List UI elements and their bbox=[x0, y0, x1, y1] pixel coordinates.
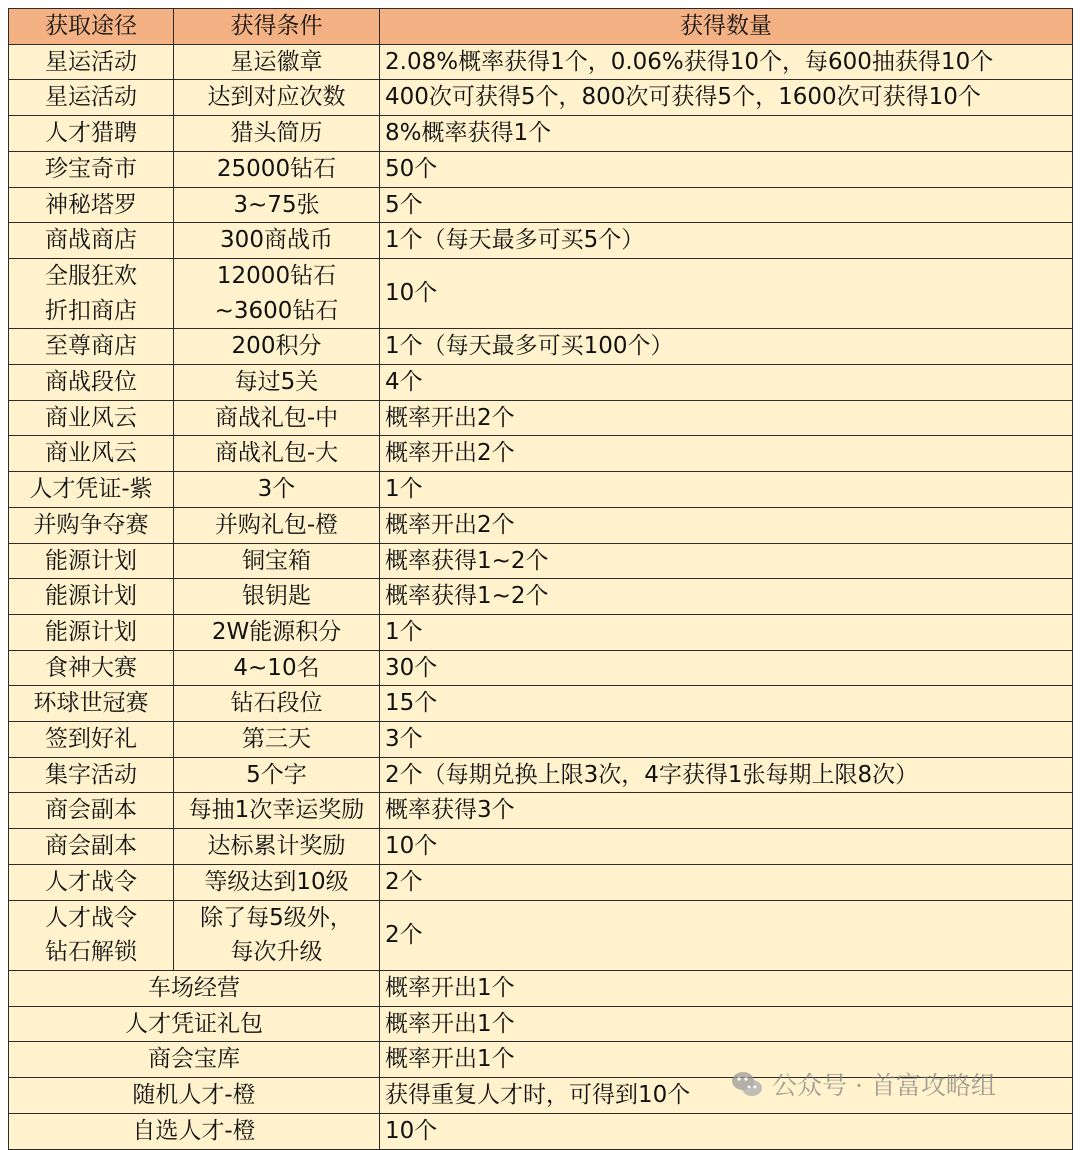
cell-source-text-line2: 折扣商店 bbox=[45, 297, 137, 324]
cell-amount-text: 15个 bbox=[385, 690, 438, 717]
cell-amount bbox=[380, 1006, 1073, 1042]
cell-source-text: 商会副本 bbox=[45, 833, 137, 860]
cell-condition bbox=[174, 223, 380, 259]
cell-source-text: 商业风云 bbox=[45, 404, 137, 431]
cell-condition bbox=[174, 151, 380, 187]
cell-condition-text: 300商战币 bbox=[220, 227, 333, 254]
cell-source-text: 能源计划 bbox=[45, 547, 137, 574]
cell-amount bbox=[380, 223, 1073, 259]
table-row-merged bbox=[9, 970, 1073, 1006]
cell-condition bbox=[174, 400, 380, 436]
watermark-text: 公众号 · 首富攻略组 bbox=[772, 1071, 996, 1100]
cell-condition-text: 除了每5级外， bbox=[200, 904, 353, 931]
cell-condition-text: 12000钻石 bbox=[216, 262, 337, 289]
cell-source-text: 能源计划 bbox=[45, 583, 137, 610]
table-row bbox=[9, 329, 1073, 365]
cell-condition-text: 商战礼包-中 bbox=[214, 404, 339, 431]
cell-amount bbox=[380, 116, 1073, 152]
cell-source bbox=[9, 223, 174, 259]
cell-source bbox=[9, 1042, 380, 1078]
cell-condition bbox=[174, 507, 380, 543]
cell-source bbox=[9, 472, 174, 508]
cell-amount-text: 概率开出1个 bbox=[385, 974, 515, 1001]
cell-condition-text: 5个字 bbox=[246, 761, 307, 788]
cell-condition-text: 星运徽章 bbox=[230, 48, 323, 75]
cell-condition bbox=[174, 864, 380, 900]
table-row bbox=[9, 722, 1073, 758]
table-row bbox=[9, 757, 1073, 793]
cell-source-text: 环球世冠赛 bbox=[33, 690, 149, 717]
cell-condition bbox=[174, 116, 380, 152]
cell-condition-text: 3个 bbox=[257, 476, 296, 503]
cell-source-text-line2: 钻石解锁 bbox=[45, 939, 137, 966]
table-row bbox=[9, 400, 1073, 436]
cell-condition-text: 并购礼包-橙 bbox=[214, 511, 339, 538]
cell-source bbox=[9, 543, 174, 579]
cell-amount-text: 3个 bbox=[385, 726, 423, 753]
cell-amount-text: 1个（每天最多可买100个） bbox=[385, 333, 674, 360]
cell-amount-text: 2.08%概率获得1个，0.06%获得10个，每600抽获得10个 bbox=[385, 48, 994, 75]
cell-source-text: 人才战令 bbox=[45, 868, 137, 895]
cell-condition bbox=[174, 187, 380, 223]
cell-condition-text: 4~10名 bbox=[233, 654, 320, 681]
table-row-merged bbox=[9, 1113, 1073, 1149]
cell-source-text: 星运活动 bbox=[45, 48, 137, 75]
header-source: 获取途径 bbox=[9, 9, 174, 45]
cell-amount-text: 1个（每天最多可买5个） bbox=[385, 227, 645, 254]
cell-source-text: 签到好礼 bbox=[45, 726, 137, 753]
cell-amount bbox=[380, 793, 1073, 829]
cell-amount-text: 10个 bbox=[385, 833, 438, 860]
cell-source-text: 至尊商店 bbox=[45, 333, 137, 360]
cell-source-text: 珍宝奇市 bbox=[45, 155, 137, 182]
cell-amount-text: 8%概率获得1个 bbox=[385, 120, 552, 147]
cell-amount bbox=[380, 722, 1073, 758]
cell-amount-text: 50个 bbox=[385, 155, 438, 182]
cell-source-text: 食神大赛 bbox=[45, 654, 137, 681]
cell-condition bbox=[174, 829, 380, 865]
cell-source bbox=[9, 900, 174, 970]
cell-source-text: 能源计划 bbox=[45, 618, 137, 645]
cell-amount bbox=[380, 329, 1073, 365]
header-condition: 获得条件 bbox=[174, 9, 380, 45]
cell-amount bbox=[380, 970, 1073, 1006]
cell-amount-text: 10个 bbox=[385, 1117, 438, 1144]
cell-condition bbox=[174, 579, 380, 615]
cell-source-text: 并购争夺赛 bbox=[33, 511, 149, 538]
table-row bbox=[9, 472, 1073, 508]
cell-source bbox=[9, 614, 174, 650]
cell-amount-text: 概率获得3个 bbox=[385, 797, 515, 824]
cell-amount-text: 2个 bbox=[385, 868, 423, 895]
cell-source bbox=[9, 365, 174, 401]
cell-amount-text: 概率开出2个 bbox=[385, 440, 515, 467]
cell-condition-text: 等级达到10级 bbox=[204, 868, 349, 895]
table-row bbox=[9, 650, 1073, 686]
cell-amount-text: 概率获得1~2个 bbox=[385, 547, 549, 574]
cell-condition-text: 达标累计奖励 bbox=[207, 833, 346, 860]
cell-amount bbox=[380, 650, 1073, 686]
cell-amount-text: 1个 bbox=[385, 618, 423, 645]
table-row bbox=[9, 151, 1073, 187]
cell-condition-text: 每过5关 bbox=[234, 369, 319, 396]
cell-amount-text: 2个 bbox=[385, 921, 423, 948]
cell-source bbox=[9, 793, 174, 829]
cell-amount bbox=[380, 258, 1073, 328]
cell-condition bbox=[174, 258, 380, 328]
cell-source-text: 人才猎聘 bbox=[45, 120, 137, 147]
cell-source-text: 星运活动 bbox=[45, 84, 137, 111]
cell-source bbox=[9, 864, 174, 900]
table-row bbox=[9, 793, 1073, 829]
cell-amount bbox=[380, 1113, 1073, 1149]
table-row bbox=[9, 507, 1073, 543]
cell-source-text: 人才战令 bbox=[45, 904, 137, 931]
cell-amount-text: 10个 bbox=[385, 280, 438, 307]
watermark bbox=[730, 1064, 996, 1104]
cell-source bbox=[9, 722, 174, 758]
cell-amount-text: 概率开出1个 bbox=[385, 1010, 515, 1037]
cell-source-text: 商战段位 bbox=[45, 369, 137, 396]
cell-source bbox=[9, 258, 174, 328]
cell-amount bbox=[380, 829, 1073, 865]
cell-source bbox=[9, 80, 174, 116]
cell-amount-text: 概率开出1个 bbox=[385, 1046, 515, 1073]
cell-amount-text: 400次可获得5个，800次可获得5个，1600次可获得10个 bbox=[385, 84, 981, 111]
cell-source-text: 商战商店 bbox=[45, 227, 137, 254]
cell-condition-text: 25000钻石 bbox=[216, 155, 337, 182]
table-row bbox=[9, 436, 1073, 472]
cell-condition bbox=[174, 686, 380, 722]
cell-condition-text: 铜宝箱 bbox=[242, 547, 311, 574]
cell-source bbox=[9, 1078, 380, 1114]
table-row bbox=[9, 864, 1073, 900]
table-row bbox=[9, 686, 1073, 722]
cell-amount bbox=[380, 757, 1073, 793]
table-row bbox=[9, 258, 1073, 328]
cell-amount-text: 2个（每期兑换上限3次，4字获得1张每期上限8次） bbox=[385, 761, 919, 788]
table-row bbox=[9, 44, 1073, 80]
table-row bbox=[9, 223, 1073, 259]
table-row bbox=[9, 614, 1073, 650]
cell-condition-text: 3~75张 bbox=[233, 191, 320, 218]
cell-amount bbox=[380, 686, 1073, 722]
table-row bbox=[9, 187, 1073, 223]
header-row bbox=[9, 9, 1073, 45]
cell-source bbox=[9, 151, 174, 187]
cell-amount bbox=[380, 365, 1073, 401]
cell-amount bbox=[380, 507, 1073, 543]
table-row bbox=[9, 80, 1073, 116]
cell-amount-text: 获得重复人才时，可得到10个 bbox=[385, 1082, 691, 1109]
cell-source bbox=[9, 970, 380, 1006]
cell-condition bbox=[174, 900, 380, 970]
cell-amount bbox=[380, 472, 1073, 508]
wechat-icon bbox=[730, 1069, 764, 1099]
cell-source-text: 人才凭证-紫 bbox=[29, 476, 153, 503]
cell-source bbox=[9, 1113, 380, 1149]
cell-condition-text: 每抽1次幸运奖励 bbox=[188, 797, 365, 824]
cell-amount bbox=[380, 614, 1073, 650]
cell-source-text: 神秘塔罗 bbox=[45, 191, 137, 218]
cell-condition bbox=[174, 722, 380, 758]
cell-source-text: 集字活动 bbox=[45, 761, 137, 788]
cell-condition bbox=[174, 614, 380, 650]
cell-condition bbox=[174, 650, 380, 686]
cell-condition bbox=[174, 329, 380, 365]
cell-condition bbox=[174, 44, 380, 80]
rewards-table bbox=[8, 8, 1073, 1150]
cell-amount bbox=[380, 543, 1073, 579]
cell-source-text: 随机人才-橙 bbox=[132, 1082, 256, 1109]
table-body bbox=[9, 44, 1073, 1149]
cell-condition-text-line2: 每次升级 bbox=[230, 939, 323, 966]
cell-amount bbox=[380, 80, 1073, 116]
cell-source-text: 商会副本 bbox=[45, 797, 137, 824]
cell-amount bbox=[380, 436, 1073, 472]
cell-source bbox=[9, 829, 174, 865]
cell-source bbox=[9, 579, 174, 615]
cell-condition bbox=[174, 793, 380, 829]
cell-amount bbox=[380, 151, 1073, 187]
cell-amount-text: 概率开出2个 bbox=[385, 404, 515, 431]
cell-amount bbox=[380, 187, 1073, 223]
cell-source bbox=[9, 436, 174, 472]
cell-source-text: 商业风云 bbox=[45, 440, 137, 467]
cell-source bbox=[9, 1006, 380, 1042]
cell-condition bbox=[174, 757, 380, 793]
cell-condition bbox=[174, 543, 380, 579]
table-row bbox=[9, 579, 1073, 615]
cell-amount-text: 4个 bbox=[385, 369, 423, 396]
cell-source bbox=[9, 187, 174, 223]
cell-condition bbox=[174, 80, 380, 116]
cell-amount bbox=[380, 400, 1073, 436]
table-row bbox=[9, 829, 1073, 865]
cell-source bbox=[9, 757, 174, 793]
cell-amount bbox=[380, 864, 1073, 900]
cell-amount bbox=[380, 44, 1073, 80]
cell-condition-text: 钻石段位 bbox=[230, 690, 323, 717]
cell-source bbox=[9, 650, 174, 686]
table-row bbox=[9, 365, 1073, 401]
cell-condition-text: 银钥匙 bbox=[242, 583, 311, 610]
cell-condition-text: 商战礼包-大 bbox=[214, 440, 339, 467]
cell-condition-text: 第三天 bbox=[242, 726, 311, 753]
header-amount: 获得数量 bbox=[380, 9, 1073, 45]
cell-source bbox=[9, 400, 174, 436]
cell-condition-text-line2: ~3600钻石 bbox=[214, 297, 339, 324]
cell-amount-text: 5个 bbox=[385, 191, 423, 218]
cell-condition-text: 达到对应次数 bbox=[207, 84, 346, 111]
cell-source-text: 商会宝库 bbox=[148, 1046, 240, 1073]
cell-condition-text: 200积分 bbox=[231, 333, 322, 360]
cell-source-text: 车场经营 bbox=[148, 974, 240, 1001]
table-row bbox=[9, 116, 1073, 152]
cell-amount-text: 概率获得1~2个 bbox=[385, 583, 549, 610]
table-row-merged bbox=[9, 1006, 1073, 1042]
cell-amount-text: 1个 bbox=[385, 476, 423, 503]
cell-source bbox=[9, 507, 174, 543]
cell-amount-text: 30个 bbox=[385, 654, 438, 681]
cell-condition bbox=[174, 436, 380, 472]
cell-amount bbox=[380, 579, 1073, 615]
cell-condition bbox=[174, 472, 380, 508]
cell-condition-text: 猎头简历 bbox=[230, 120, 323, 147]
cell-amount-text: 概率开出2个 bbox=[385, 511, 515, 538]
cell-source bbox=[9, 116, 174, 152]
cell-source bbox=[9, 329, 174, 365]
cell-source-text: 全服狂欢 bbox=[45, 262, 137, 289]
cell-amount bbox=[380, 900, 1073, 970]
cell-condition bbox=[174, 365, 380, 401]
table-row bbox=[9, 543, 1073, 579]
cell-source-text: 自选人才-橙 bbox=[132, 1117, 256, 1144]
cell-source bbox=[9, 686, 174, 722]
cell-source-text: 人才凭证礼包 bbox=[125, 1010, 263, 1037]
cell-condition-text: 2W能源积分 bbox=[211, 618, 342, 645]
table-row bbox=[9, 900, 1073, 970]
cell-source bbox=[9, 44, 174, 80]
